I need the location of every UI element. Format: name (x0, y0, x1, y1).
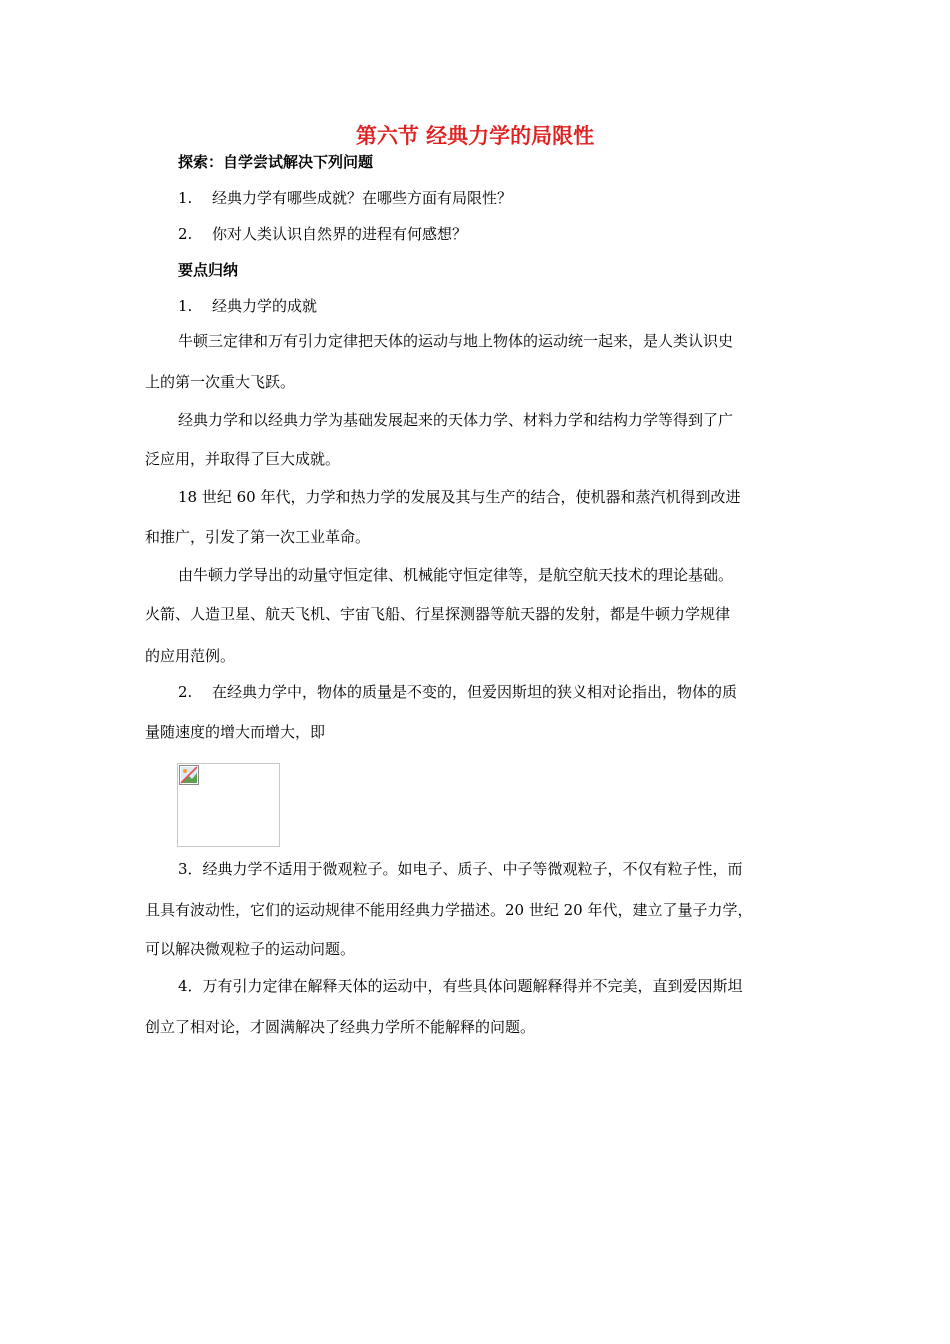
item3-line1: 3．经典力学不适用于微观粒子。如电子、质子、中子等微观粒子，不仅有粒子性，而 (178, 860, 743, 878)
summary-item-1-number: 1. (178, 297, 193, 315)
summary-item-2-number: 2. (178, 683, 193, 701)
formula-image (177, 763, 280, 847)
para4-line2: 火箭、人造卫星、航天飞机、宇宙飞船、行星探测器等航天器的发射，都是牛顿力学规律 (145, 605, 731, 623)
summary-item-1 (178, 295, 843, 317)
para4-line3: 的应用范例。 (145, 647, 236, 665)
page-title: 第六节 经典力学的局限性 (355, 124, 595, 148)
para2-line1: 经典力学和以经典力学为基础发展起来的天体力学、材料力学和结构力学等得到了广 (178, 411, 734, 429)
para2-line2: 泛应用，并取得了巨大成就。 (145, 450, 341, 468)
question-2-text: 你对人类认识自然界的进程有何感想？ (212, 225, 468, 243)
summary-heading: 要点归纳 (178, 261, 239, 279)
explore-heading: 探索：自学尝试解决下列问题 (178, 153, 374, 171)
item4-line2: 创立了相对论，才圆满解决了经典力学所不能解释的问题。 (145, 1018, 536, 1036)
para3-line1: 18 世纪 60 年代，力学和热力学的发展及其与生产的结合，使机器和蒸汽机得到改进 (178, 488, 741, 506)
item4-line1: 4．万有引力定律在解释天体的运动中，有些具体问题解释得并不完美，直到爱因斯坦 (178, 977, 743, 995)
question-1-text: 经典力学有哪些成就？在哪些方面有局限性？ (212, 189, 513, 207)
item3-line3: 可以解决微观粒子的运动问题。 (145, 940, 356, 958)
para4-line1: 由牛顿力学导出的动量守恒定律、机械能守恒定律等，是航空航天技术的理论基础。 (178, 566, 734, 584)
summary-item-1-text: 经典力学的成就 (212, 297, 318, 315)
question-2 (178, 223, 843, 245)
summary-item-2-line2: 量随速度的增大而增大，即 (145, 723, 326, 741)
para1-line1: 牛顿三定律和万有引力定律把天体的运动与地上物体的运动统一起来，是人类认识史 (178, 332, 734, 350)
para1-line2: 上的第一次重大飞跃。 (145, 373, 296, 391)
summary-item-2-line1 (178, 681, 843, 703)
question-2-number: 2. (178, 225, 193, 243)
broken-image-icon (179, 765, 199, 785)
para3-line2: 和推广，引发了第一次工业革命。 (145, 528, 371, 546)
question-1 (178, 187, 843, 209)
item3-line2: 且具有波动性，它们的运动规律不能用经典力学描述。20 世纪 20 年代，建立了量子力学， (145, 901, 753, 919)
question-1-number: 1. (178, 189, 193, 207)
summary-item-2-text: 在经典力学中，物体的质量是不变的，但爱因斯坦的狭义相对论指出，物体的质 (212, 683, 738, 701)
